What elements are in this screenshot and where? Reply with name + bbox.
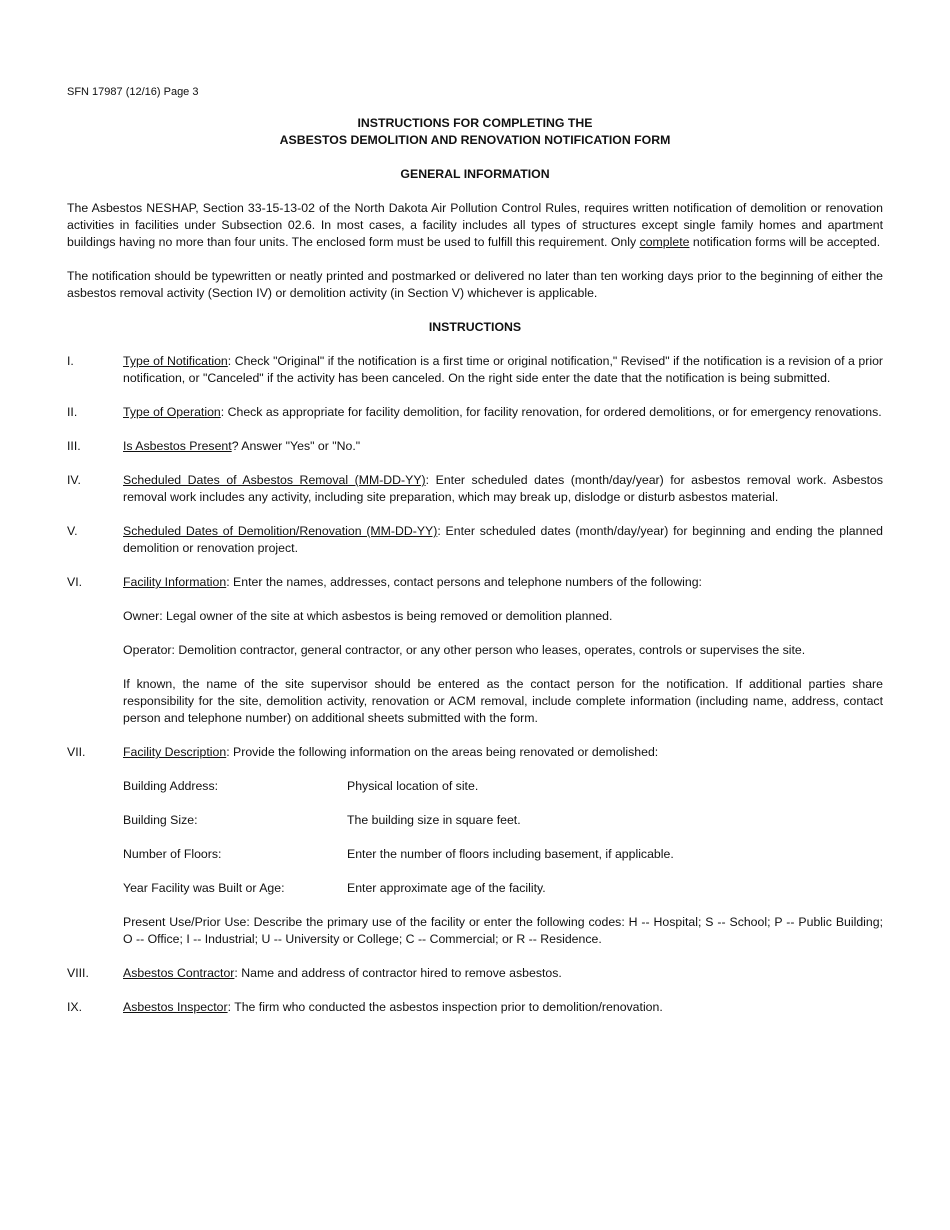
description-value: The building size in square feet. — [347, 813, 521, 827]
item-title: Facility Description — [123, 745, 227, 759]
item-number: VI. — [67, 575, 83, 589]
general-information-heading: GENERAL INFORMATION — [400, 167, 550, 181]
item-body — [123, 744, 883, 761]
description-label: Building Size: — [123, 813, 198, 827]
item-text: : Provide the following information on the areas being renovated or demolished: — [226, 745, 659, 759]
item-text: : The firm who conducted the asbestos inspection prior to demolition/renovation. — [227, 1000, 663, 1014]
item-title: Type of Notification — [123, 354, 228, 368]
item-number: IX. — [67, 1000, 83, 1014]
description-value: Physical location of site. — [347, 779, 479, 793]
description-row-building-size — [123, 812, 883, 829]
item-body — [123, 999, 883, 1016]
item-body — [123, 353, 883, 387]
instruction-item-9 — [67, 999, 883, 1016]
item-number: IV. — [67, 473, 81, 487]
item-number: I. — [67, 354, 74, 368]
item-text: : Name and address of contractor hired to remove asbestos. — [234, 966, 562, 980]
description-row-number-of-floors — [123, 846, 883, 863]
document-title-line-2: ASBESTOS DEMOLITION AND RENOVATION NOTIFICATION FORM — [279, 133, 671, 147]
description-value: Enter the number of floors including basement, if applicable. — [347, 847, 674, 861]
form-id: SFN 17987 (12/16) Page 3 — [67, 86, 199, 98]
facility-owner-text: Owner: Legal owner of the site at which asbestos is being removed or demolition planned. — [123, 609, 613, 623]
facility-contact-text: If known, the name of the site supervisor should be entered as the contact person for the notification. If additional parties share responsibility for the site, demolition activity, renovation or ACM removal, include complete information (including name, address, contact person and telephone number) on additional sheets submitted with the form. — [123, 677, 883, 725]
description-row-year-built — [123, 880, 883, 897]
item-number: VII. — [67, 745, 86, 759]
instruction-item-6 — [67, 574, 883, 591]
item-title: Asbestos Inspector — [123, 1000, 228, 1014]
description-label: Year Facility was Built or Age: — [123, 881, 285, 895]
general-paragraph-1 — [67, 200, 883, 251]
item-title: Type of Operation — [123, 405, 221, 419]
general-paragraph-1-tail: notification forms will be accepted. — [689, 235, 881, 249]
item-number: III. — [67, 439, 81, 453]
general-paragraph-2: The notification should be typewritten or neatly printed and postmarked or delivered no later than ten working days prior to the beginning of either the asbestos removal activity (Section IV) or demolition activity (in Section V) whichever is applicable. — [67, 269, 883, 300]
item-title: Scheduled Dates of Demolition/Renovation (MM-DD-YY) — [123, 524, 438, 538]
item-title: Is Asbestos Present — [123, 439, 232, 453]
item-number: V. — [67, 524, 78, 538]
item-body — [123, 438, 883, 455]
instruction-item-3 — [67, 438, 883, 455]
general-paragraph-1-text: The Asbestos NESHAP, Section 33-15-13-02 of the North Dakota Air Pollution Control Rules, requires written notification of demolition or renovation activities in facilities under Subsection 02.6. In most cases, a facility includes all types of structures except single family homes and apartment buildings having no more than four units. The enclosed form must be used to fulfill this requirement. Only — [67, 201, 883, 249]
facility-operator-text: Operator: Demolition contractor, general contractor, or any other person who leases, operates, controls or supervises the site. — [123, 643, 806, 657]
item-text: : Check "Original" if the notification is a first time or original notification," Revised" if the notification is a revision of a prior notification, or "Canceled" if the activity has been canceled. On the right side enter the date that the notification is being submitted. — [123, 354, 884, 385]
item-text: : Check as appropriate for facility demolition, for facility renovation, for ordered demolitions, or for emergency renovations. — [220, 405, 882, 419]
instruction-item-1 — [67, 353, 883, 387]
description-row-building-address — [123, 778, 883, 795]
item-text: : Enter scheduled dates (month/day/year) for beginning and ending the planned demolition or renovation project. — [123, 524, 883, 555]
item-body — [123, 965, 883, 982]
item-body — [123, 404, 883, 421]
item-text: : Enter the names, addresses, contact persons and telephone numbers of the following: — [226, 575, 702, 589]
item-number: II. — [67, 405, 78, 419]
instruction-item-5 — [67, 523, 883, 557]
instruction-item-7 — [67, 744, 883, 761]
complete-emphasis: complete — [639, 235, 690, 249]
present-use-text: Present Use/Prior Use: Describe the primary use of the facility or enter the following codes: H -- Hospital; S -- School; P -- Public Building; O -- Office; I -- Industrial; U -- University or College; C -- Commercial; or R -- Residence. — [123, 915, 883, 946]
item-body — [123, 472, 883, 506]
instruction-item-4 — [67, 472, 883, 506]
instruction-item-2 — [67, 404, 883, 421]
instructions-heading: INSTRUCTIONS — [428, 320, 522, 334]
item-text: ? Answer "Yes" or "No." — [231, 439, 361, 453]
document-title-line-1: INSTRUCTIONS FOR COMPLETING THE — [357, 116, 593, 130]
item-body — [123, 523, 883, 557]
item-title: Asbestos Contractor — [123, 966, 235, 980]
instruction-item-8 — [67, 965, 883, 982]
description-label: Building Address: — [123, 779, 219, 793]
item-number: VIII. — [67, 966, 89, 980]
item-body — [123, 574, 883, 591]
item-text: : Enter scheduled dates (month/day/year) for asbestos removal work. Asbestos removal work includes any activity, including site preparation, which may break up, dislodge or disturb asbestos material. — [123, 473, 884, 504]
item-title: Scheduled Dates of Asbestos Removal (MM-DD-YY) — [123, 473, 426, 487]
item-title: Facility Information — [123, 575, 227, 589]
description-value: Enter approximate age of the facility. — [347, 881, 546, 895]
description-label: Number of Floors: — [123, 847, 222, 861]
